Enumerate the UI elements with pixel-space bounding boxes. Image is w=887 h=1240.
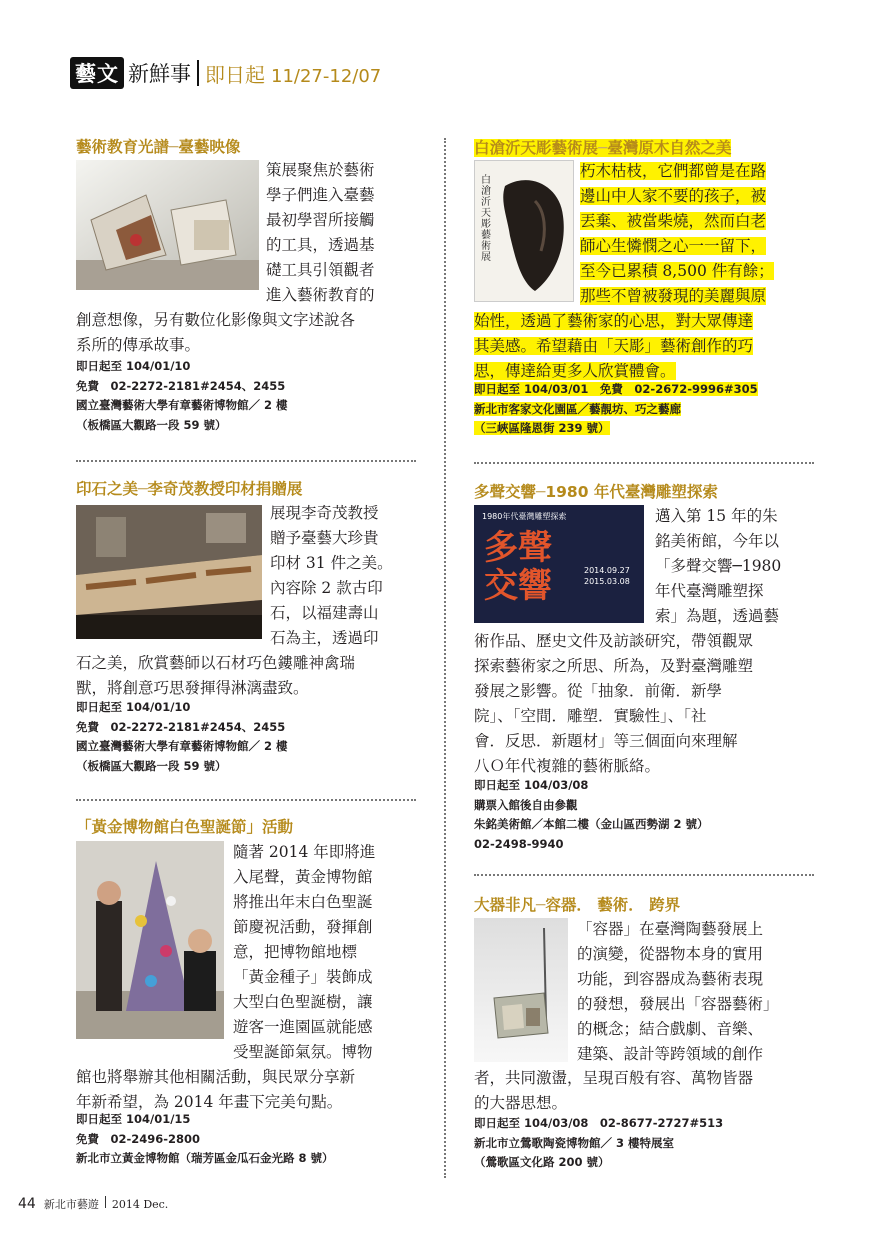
body-line: 師心生憐憫之心一一留下， [580, 237, 767, 255]
date-range-value: 11/27-12/07 [271, 65, 382, 87]
body-line: 八Ｏ年代複雜的藝術脈絡。 [474, 757, 661, 775]
event-title-main: 藝術教育光譜 [76, 138, 170, 156]
body-line: 其美感。希望藉由「天彫」藝術創作的巧 [474, 337, 754, 355]
info-venue: 國立臺灣藝術大學有章藝術博物館／ 2 樓 [76, 739, 288, 753]
body-line: 系所的傳承故事。 [76, 336, 201, 354]
event-body-full [474, 629, 814, 779]
body-line: 年代臺灣雕塑探 [655, 582, 764, 600]
body-line: 思，傳達給更多人欣賞體會。 [474, 362, 676, 380]
event-title-highlight [474, 139, 731, 157]
info-date: 即日起至 104/01/15 [76, 1112, 191, 1126]
event-info [474, 1114, 723, 1173]
publication-name: 新北市藝遊 [43, 1198, 99, 1211]
event-body-wrap [580, 159, 814, 309]
event-title-main: 「黃金博物館白色聖誕節」活動 [76, 818, 294, 836]
body-line: 意，把博物館地標 [233, 943, 358, 961]
body-line: 隨著 2014 年即將進 [233, 843, 376, 861]
event-body-full [474, 1066, 814, 1116]
body-line: 探索藝術家之所思、所為，及對臺灣雕塑 [474, 657, 754, 675]
poster-top-text: 1980年代臺灣雕塑探索 [482, 512, 567, 521]
column-divider [444, 138, 446, 1178]
body-line: 的大器思想。 [474, 1094, 568, 1112]
event-body-full [76, 651, 414, 701]
body-line: 術作品、歷史文件及訪談研究，帶領觀眾 [474, 632, 754, 650]
body-line: 的發想，發展出「容器藝術」 [577, 995, 779, 1013]
body-line: 獸，將創意巧思發揮得淋漓盡致。 [76, 679, 309, 697]
body-line: 發展之影響。從「抽象．前衛．新學 [474, 682, 723, 700]
event-title-sub: 李奇茂教授印材捐贈展 [147, 480, 303, 498]
section-subtitle: 新鮮事 [128, 62, 191, 86]
body-line: 學子們進入臺藝 [266, 186, 375, 204]
event-info [76, 698, 288, 776]
info-admission: 購票入館後自由參觀 [474, 797, 578, 812]
body-line: 院」、「空間．雕塑．實驗性」、「社 [474, 707, 707, 725]
event-title-main: 白滄沂天彫藝術展 [474, 139, 599, 157]
body-line: 贈予臺藝大珍貴 [270, 529, 379, 547]
event-title-sub: 臺灣原木自然之美 [607, 139, 732, 157]
event-body-wrap [270, 501, 414, 651]
poster-dates [584, 565, 630, 587]
body-line: 創意想像，另有數位化影像與文字述說各 [76, 311, 356, 329]
page-footer [18, 1196, 168, 1212]
body-line: 進入藝術教育的 [266, 286, 375, 304]
body-line: 年新希望，為 2014 年畫下完美句點。 [76, 1093, 343, 1111]
body-line: 石，以福建壽山 [270, 604, 379, 622]
body-line: 印材 31 件之美。 [270, 554, 393, 572]
section-separator [76, 799, 416, 801]
event-body-full [76, 308, 414, 358]
event-body-wrap [655, 504, 814, 629]
title-dash: ─ [138, 480, 148, 498]
info-phone: 免費 02-2272-2181#2454、2455 [76, 378, 286, 393]
title-dash: ─ [536, 896, 546, 914]
body-line: 受聖誕節氣氛。博物 [233, 1043, 373, 1061]
event-title-main: 印石之美 [76, 480, 139, 498]
event-title-main: 大器非凡 [474, 896, 537, 914]
event-info [474, 776, 709, 854]
event-body-full [76, 1065, 414, 1115]
event-body-wrap [577, 917, 814, 1067]
section-separator [76, 460, 416, 462]
body-line: 始性，透過了藝術家的心思，對大眾傳達 [474, 312, 754, 330]
event-title [474, 893, 680, 915]
page-number: 44 [18, 1196, 36, 1212]
info-venue: 新北市客家文化園區／藝靚坊、巧之藝廊 [474, 401, 681, 416]
date-range [205, 59, 381, 88]
section-separator [474, 462, 814, 464]
info-date: 即日起至 104/01/10 [76, 700, 191, 714]
info-venue: 朱銘美術館／本館二樓（金山區西勢湖 2 號） [474, 817, 709, 831]
event-photo [474, 918, 568, 1062]
body-line: 館也將舉辦其他相關活動，與民眾分享新 [76, 1068, 356, 1086]
event-title [474, 480, 718, 502]
body-line: 「容器」在臺灣陶藝發展上 [577, 920, 764, 938]
event-title-sub: 臺藝映像 [178, 138, 241, 156]
body-line: 最初學習所接觸 [266, 211, 375, 229]
info-address: （板橋區大觀路一段 59 號） [76, 758, 227, 773]
body-line: 展現李奇茂教授 [270, 504, 379, 522]
body-line: 銘美術館，今年以 [655, 532, 780, 550]
event-title-main: 多聲交響 [474, 483, 537, 501]
event-info [76, 357, 288, 435]
info-venue: 國立臺灣藝術大學有章藝術博物館／ 2 樓 [76, 398, 288, 412]
event-info [474, 380, 758, 439]
info-phone: 免費 02-2496-2800 [76, 1131, 201, 1146]
body-line: 內容除 2 款古印 [270, 579, 383, 597]
body-line: 入尾聲，黃金博物館 [233, 868, 373, 886]
body-line: 丟棄、被當柴燒，然而白老 [580, 212, 767, 230]
body-line: 將推出年末白色聖誕 [233, 893, 373, 911]
body-line: 者，共同激盪，呈現百般有容、萬物皆器 [474, 1069, 754, 1087]
body-line: 遊客一進園區就能感 [233, 1018, 373, 1036]
event-body-wrap [266, 158, 414, 308]
poster-title: 白滄沂天彫藝術展 [481, 175, 491, 263]
info-date: 即日起至 104/01/10 [76, 359, 191, 373]
body-line: 索」為題，透過藝 [655, 607, 780, 625]
body-line: 會．反思．新題材」等三個面向來理解 [474, 732, 738, 750]
info-date-phone: 即日起至 104/03/08 02-8677-2727#513 [474, 1116, 724, 1130]
event-photo [76, 160, 259, 290]
info-venue: 新北市立鶯歌陶瓷博物館／ 3 樓特展室 [474, 1135, 675, 1150]
footer-divider [105, 1196, 106, 1208]
poster-date: 2015.03.08 [584, 577, 630, 586]
body-line: 節慶祝活動，發揮創 [233, 918, 373, 936]
info-address: （板橋區大觀路一段 59 號） [76, 417, 227, 432]
body-line: 礎工具引領觀者 [266, 261, 375, 279]
body-line: 的概念；結合戲劇、音樂、 [577, 1020, 764, 1038]
event-title-sub: 容器． 藝術． 跨界 [545, 896, 681, 914]
event-body-wrap [233, 840, 414, 1065]
body-line: 石為主，透過印 [270, 629, 379, 647]
title-dash: ─ [598, 139, 608, 157]
info-phone: 02-2498-9940 [474, 836, 564, 851]
event-body-full [474, 309, 814, 384]
body-line: 策展聚焦於藝術 [266, 161, 375, 179]
info-date: 即日起至 104/03/08 [474, 778, 589, 792]
event-title [76, 477, 302, 499]
body-line: 邁入第 15 年的朱 [655, 507, 778, 525]
date-range-label: 即日起 [205, 62, 265, 87]
section-badge: 藝文 [70, 57, 124, 89]
body-line: 「黃金種子」裝飾成 [233, 968, 373, 986]
issue-date: 2014 Dec. [111, 1198, 169, 1211]
body-line: 建築、設計等跨領域的創作 [577, 1045, 764, 1063]
body-line: 朽木枯枝，它們都曾是在路 [580, 162, 767, 180]
header-divider [197, 60, 199, 86]
body-line: 至今已累積 8,500 件有餘； [580, 262, 774, 280]
body-line: 那些不曾被發現的美麗與原 [580, 287, 767, 305]
event-photo [76, 841, 224, 1039]
body-line: 的演變，從器物本身的實用 [577, 945, 764, 963]
info-venue: 新北市立黃金博物館（瑞芳區金瓜石金光路 8 號） [76, 1151, 334, 1165]
info-phone: 免費 02-2272-2181#2454、2455 [76, 719, 286, 734]
poster-date: 2014.09.27 [584, 566, 630, 575]
info-address: （鶯歌區文化路 200 號） [474, 1155, 610, 1169]
body-line: 功能，到容器成為藝術表現 [577, 970, 764, 988]
info-date-phone: 即日起至 104/03/01 免費 02-2672-9996#305 [474, 382, 758, 396]
section-separator [474, 874, 814, 876]
info-address: （三峽區隆恩街 239 號） [474, 421, 610, 435]
event-photo [76, 505, 262, 639]
event-info [76, 1110, 334, 1169]
event-title-sub: 1980 年代臺灣雕塑探索 [545, 483, 718, 501]
body-line: 石之美，欣賞藝師以石材巧色鏤雕神禽瑞 [76, 654, 356, 672]
body-line: 「多聲交響─1980 [655, 557, 782, 575]
page-header [70, 58, 381, 88]
body-line: 大型白色聖誕樹，讓 [233, 993, 373, 1011]
title-dash: ─ [169, 138, 179, 156]
body-line: 的工具，透過基 [266, 236, 375, 254]
event-title [76, 815, 293, 837]
poster-big-title: 多聲交響 [484, 528, 552, 606]
event-title [76, 135, 240, 157]
body-line: 邊山中人家不要的孩子，被 [580, 187, 767, 205]
event-poster [474, 160, 574, 302]
event-poster [474, 505, 644, 623]
title-dash: ─ [536, 483, 546, 501]
event-title [474, 136, 731, 158]
